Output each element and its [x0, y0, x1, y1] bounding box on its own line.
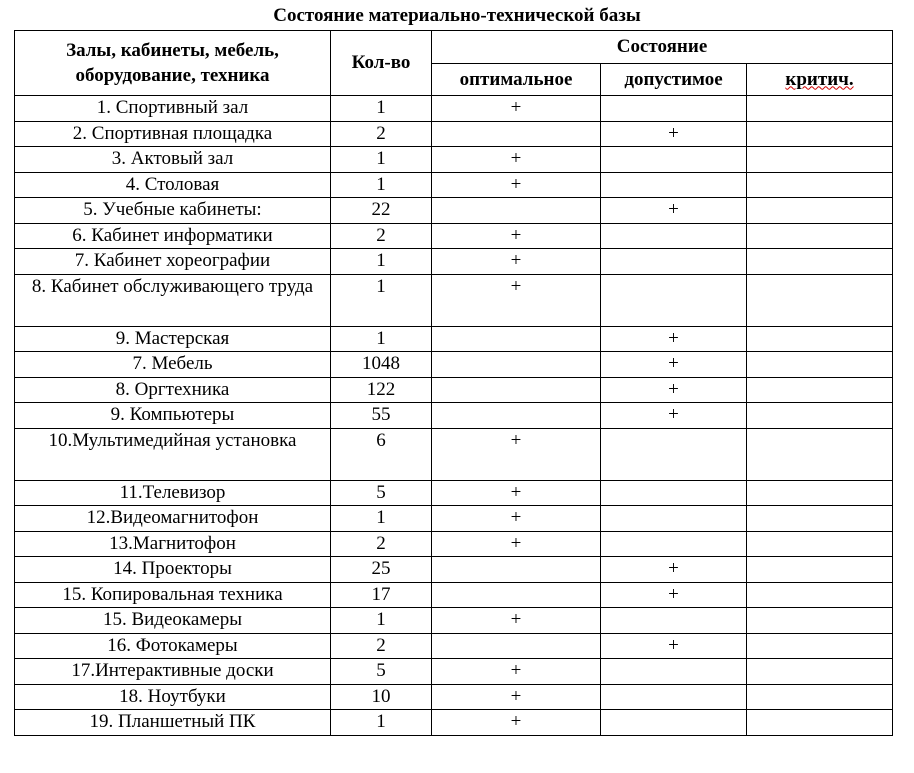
cell-critical — [747, 531, 893, 557]
cell-qty: 1 — [331, 274, 432, 326]
cell-optimal: + — [432, 531, 601, 557]
header-critical-label: критич. — [785, 68, 854, 90]
cell-optimal — [432, 403, 601, 429]
cell-acceptable — [601, 274, 747, 326]
cell-qty: 22 — [331, 198, 432, 224]
cell-qty: 6 — [331, 428, 432, 480]
header-acceptable: допустимое — [601, 64, 747, 96]
cell-acceptable — [601, 96, 747, 122]
cell-optimal: + — [432, 684, 601, 710]
cell-item-name: 7. Кабинет хореографии — [15, 249, 331, 275]
cell-qty: 17 — [331, 582, 432, 608]
cell-critical — [747, 403, 893, 429]
cell-critical — [747, 608, 893, 634]
cell-critical — [747, 352, 893, 378]
cell-optimal — [432, 352, 601, 378]
table-row — [15, 198, 893, 224]
cell-optimal — [432, 326, 601, 352]
cell-item-name: 15. Видеокамеры — [15, 608, 331, 634]
table-row — [15, 684, 893, 710]
cell-acceptable: + — [601, 633, 747, 659]
table-row — [15, 326, 893, 352]
cell-optimal: + — [432, 223, 601, 249]
cell-critical — [747, 96, 893, 122]
cell-qty: 1 — [331, 326, 432, 352]
cell-optimal: + — [432, 506, 601, 532]
cell-acceptable — [601, 172, 747, 198]
cell-qty: 25 — [331, 557, 432, 583]
cell-item-name: 3. Актовый зал — [15, 147, 331, 173]
table-row — [15, 274, 893, 326]
cell-critical — [747, 557, 893, 583]
cell-qty: 10 — [331, 684, 432, 710]
table-row — [15, 480, 893, 506]
cell-acceptable — [601, 608, 747, 634]
cell-acceptable — [601, 506, 747, 532]
table-row — [15, 428, 893, 480]
cell-critical — [747, 480, 893, 506]
cell-optimal: + — [432, 710, 601, 736]
cell-optimal: + — [432, 608, 601, 634]
cell-item-name: 8. Кабинет обслуживающего труда — [15, 274, 331, 326]
cell-optimal — [432, 198, 601, 224]
header-item: Залы, кабинеты, мебель, оборудование, техника — [15, 31, 331, 96]
cell-acceptable: + — [601, 403, 747, 429]
cell-item-name: 7. Мебель — [15, 352, 331, 378]
table-row — [15, 121, 893, 147]
cell-item-name: 5. Учебные кабинеты: — [15, 198, 331, 224]
cell-qty: 2 — [331, 121, 432, 147]
cell-acceptable — [601, 223, 747, 249]
cell-acceptable — [601, 249, 747, 275]
cell-optimal: + — [432, 274, 601, 326]
table-row — [15, 377, 893, 403]
table-row — [15, 608, 893, 634]
header-state: Состояние — [432, 31, 893, 64]
cell-critical — [747, 428, 893, 480]
table-row — [15, 582, 893, 608]
material-base-table — [14, 30, 893, 736]
cell-optimal: + — [432, 96, 601, 122]
cell-item-name: 8. Оргтехника — [15, 377, 331, 403]
cell-item-name: 15. Копировальная техника — [15, 582, 331, 608]
cell-critical — [747, 223, 893, 249]
cell-optimal — [432, 121, 601, 147]
cell-qty: 5 — [331, 480, 432, 506]
cell-critical — [747, 121, 893, 147]
cell-acceptable: + — [601, 121, 747, 147]
cell-qty: 5 — [331, 659, 432, 685]
cell-acceptable: + — [601, 582, 747, 608]
cell-acceptable: + — [601, 557, 747, 583]
cell-item-name: 17.Интерактивные доски — [15, 659, 331, 685]
cell-item-name: 13.Магнитофон — [15, 531, 331, 557]
cell-critical — [747, 710, 893, 736]
cell-critical — [747, 506, 893, 532]
cell-acceptable — [601, 147, 747, 173]
table-row — [15, 659, 893, 685]
cell-acceptable — [601, 428, 747, 480]
cell-qty: 1 — [331, 506, 432, 532]
cell-item-name: 4. Столовая — [15, 172, 331, 198]
cell-item-name: 2. Спортивная площадка — [15, 121, 331, 147]
cell-item-name: 14. Проекторы — [15, 557, 331, 583]
cell-acceptable — [601, 684, 747, 710]
cell-qty: 1 — [331, 608, 432, 634]
cell-item-name: 1. Спортивный зал — [15, 96, 331, 122]
cell-qty: 1 — [331, 172, 432, 198]
cell-optimal — [432, 633, 601, 659]
table-row — [15, 249, 893, 275]
header-optimal: оптимальное — [432, 64, 601, 96]
cell-acceptable: + — [601, 198, 747, 224]
cell-critical — [747, 172, 893, 198]
cell-item-name: 10.Мультимедийная установка — [15, 428, 331, 480]
table-row — [15, 531, 893, 557]
cell-critical — [747, 147, 893, 173]
cell-acceptable — [601, 480, 747, 506]
header-critical — [747, 64, 893, 96]
cell-qty: 1 — [331, 96, 432, 122]
header-qty: Кол-во — [331, 31, 432, 96]
table-row — [15, 223, 893, 249]
cell-optimal — [432, 377, 601, 403]
cell-item-name: 6. Кабинет информатики — [15, 223, 331, 249]
cell-item-name: 19. Планшетный ПК — [15, 710, 331, 736]
cell-qty: 1 — [331, 147, 432, 173]
table-row — [15, 710, 893, 736]
cell-qty: 55 — [331, 403, 432, 429]
cell-optimal: + — [432, 659, 601, 685]
table-row — [15, 172, 893, 198]
cell-critical — [747, 582, 893, 608]
cell-acceptable — [601, 659, 747, 685]
cell-item-name: 18. Ноутбуки — [15, 684, 331, 710]
cell-qty: 2 — [331, 531, 432, 557]
cell-critical — [747, 684, 893, 710]
cell-optimal: + — [432, 249, 601, 275]
cell-critical — [747, 274, 893, 326]
cell-acceptable — [601, 531, 747, 557]
cell-item-name: 9. Компьютеры — [15, 403, 331, 429]
cell-optimal — [432, 557, 601, 583]
cell-acceptable: + — [601, 377, 747, 403]
cell-optimal — [432, 582, 601, 608]
cell-item-name: 9. Мастерская — [15, 326, 331, 352]
cell-acceptable: + — [601, 352, 747, 378]
cell-qty: 2 — [331, 223, 432, 249]
cell-optimal: + — [432, 172, 601, 198]
table-row — [15, 403, 893, 429]
cell-item-name: 12.Видеомагнитофон — [15, 506, 331, 532]
cell-acceptable: + — [601, 326, 747, 352]
page-title: Состояние материально-технической базы — [273, 5, 641, 26]
table-row — [15, 96, 893, 122]
cell-critical — [747, 249, 893, 275]
table-row — [15, 352, 893, 378]
cell-critical — [747, 326, 893, 352]
cell-item-name: 16. Фотокамеры — [15, 633, 331, 659]
table-row — [15, 557, 893, 583]
cell-qty: 1 — [331, 710, 432, 736]
cell-optimal: + — [432, 428, 601, 480]
table-body — [15, 96, 893, 736]
cell-acceptable — [601, 710, 747, 736]
cell-optimal: + — [432, 480, 601, 506]
cell-qty: 1048 — [331, 352, 432, 378]
table-row — [15, 506, 893, 532]
table-row — [15, 633, 893, 659]
cell-item-name: 11.Телевизор — [15, 480, 331, 506]
cell-critical — [747, 198, 893, 224]
cell-critical — [747, 659, 893, 685]
cell-qty: 1 — [331, 249, 432, 275]
table-row — [15, 147, 893, 173]
cell-qty: 122 — [331, 377, 432, 403]
cell-optimal: + — [432, 147, 601, 173]
cell-critical — [747, 633, 893, 659]
cell-critical — [747, 377, 893, 403]
cell-qty: 2 — [331, 633, 432, 659]
